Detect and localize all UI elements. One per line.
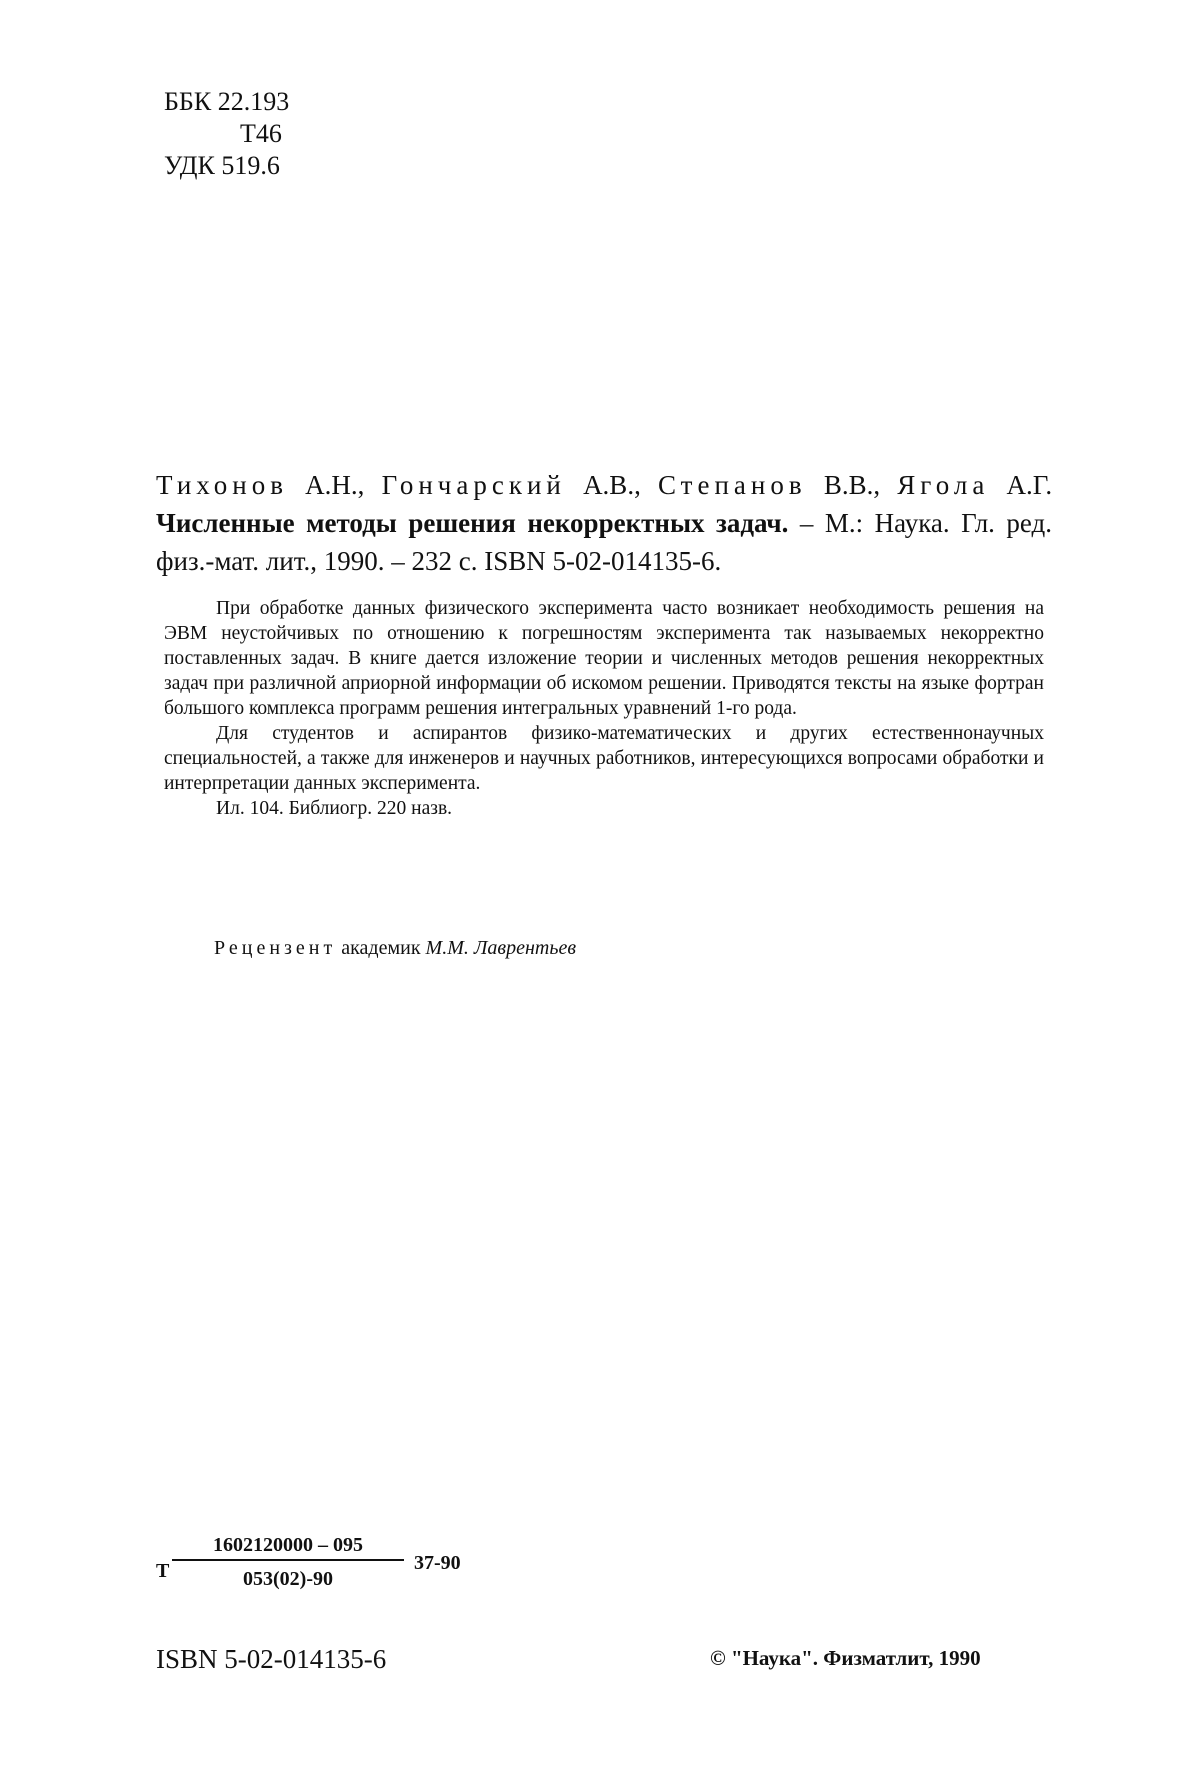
publication-code [156, 1534, 476, 1604]
abstract [164, 596, 1044, 821]
classification-block [164, 86, 289, 182]
reviewer-title: академик [341, 937, 421, 959]
bbk-code: ББК 22.193 [164, 87, 290, 116]
publication-code-denominator: 053(02)-90 [243, 1568, 333, 1590]
author-initials-3: В.В., [823, 470, 881, 500]
imprint: – М.: Наука. Гл. ред. физ.-мат. лит., 1990. – 232 с. ISBN 5-02-014135-6. [156, 508, 1053, 576]
udk-code: УДК 519.6 [164, 151, 280, 180]
author-surname-2: Гончарский [381, 470, 566, 500]
author-initials-4: А.Г. [1006, 470, 1053, 500]
author-initials-2: А.В., [583, 470, 641, 500]
publication-code-numerator: 1602120000 – 095 [172, 1534, 404, 1561]
reviewer-line [214, 937, 576, 960]
author-surname-1: Тихонов [156, 470, 288, 500]
audience-paragraph: Для студентов и аспирантов физико-математических и других естественнонаучных специальностей, а также для инженеров и научных работников, интересующихся вопросами обработки и интерпретации данных эксперимента. [164, 723, 1044, 794]
author-initials-1: А.Н., [305, 470, 365, 500]
author-surname-4: Ягола [897, 470, 990, 500]
reviewer-name: М.М. Лаврентьев [425, 937, 576, 959]
abstract-paragraph: При обработке данных физического эксперимента часто возникает необходимость решения на ЭВМ неустойчивых по отношению к погрешностям эксперимента так называемых некорректно поставленных задач. В книге дается изложение теории и численных методов решения некорректных задач при различной априорной информации об искомом решении. Приводятся тексты на языке фортран большого комплекса программ решения интегральных уравнений 1-го рода. [164, 598, 1044, 719]
copyright: © "Наука". Физматлит, 1990 [710, 1646, 981, 1670]
publication-code-price: 37-90 [414, 1552, 461, 1574]
reviewer-label: Рецензент [214, 937, 337, 959]
author-surname-3: Степанов [658, 470, 807, 500]
publication-code-letter: Т [156, 1560, 170, 1582]
illustrations-note: Ил. 104. Библиогр. 220 назв. [216, 798, 453, 819]
isbn: ISBN 5-02-014135-6 [156, 1644, 387, 1674]
bibliographic-description [156, 466, 1052, 580]
book-title: Численные методы решения некорректных задач. [156, 508, 789, 538]
author-mark: Т46 [240, 119, 282, 148]
